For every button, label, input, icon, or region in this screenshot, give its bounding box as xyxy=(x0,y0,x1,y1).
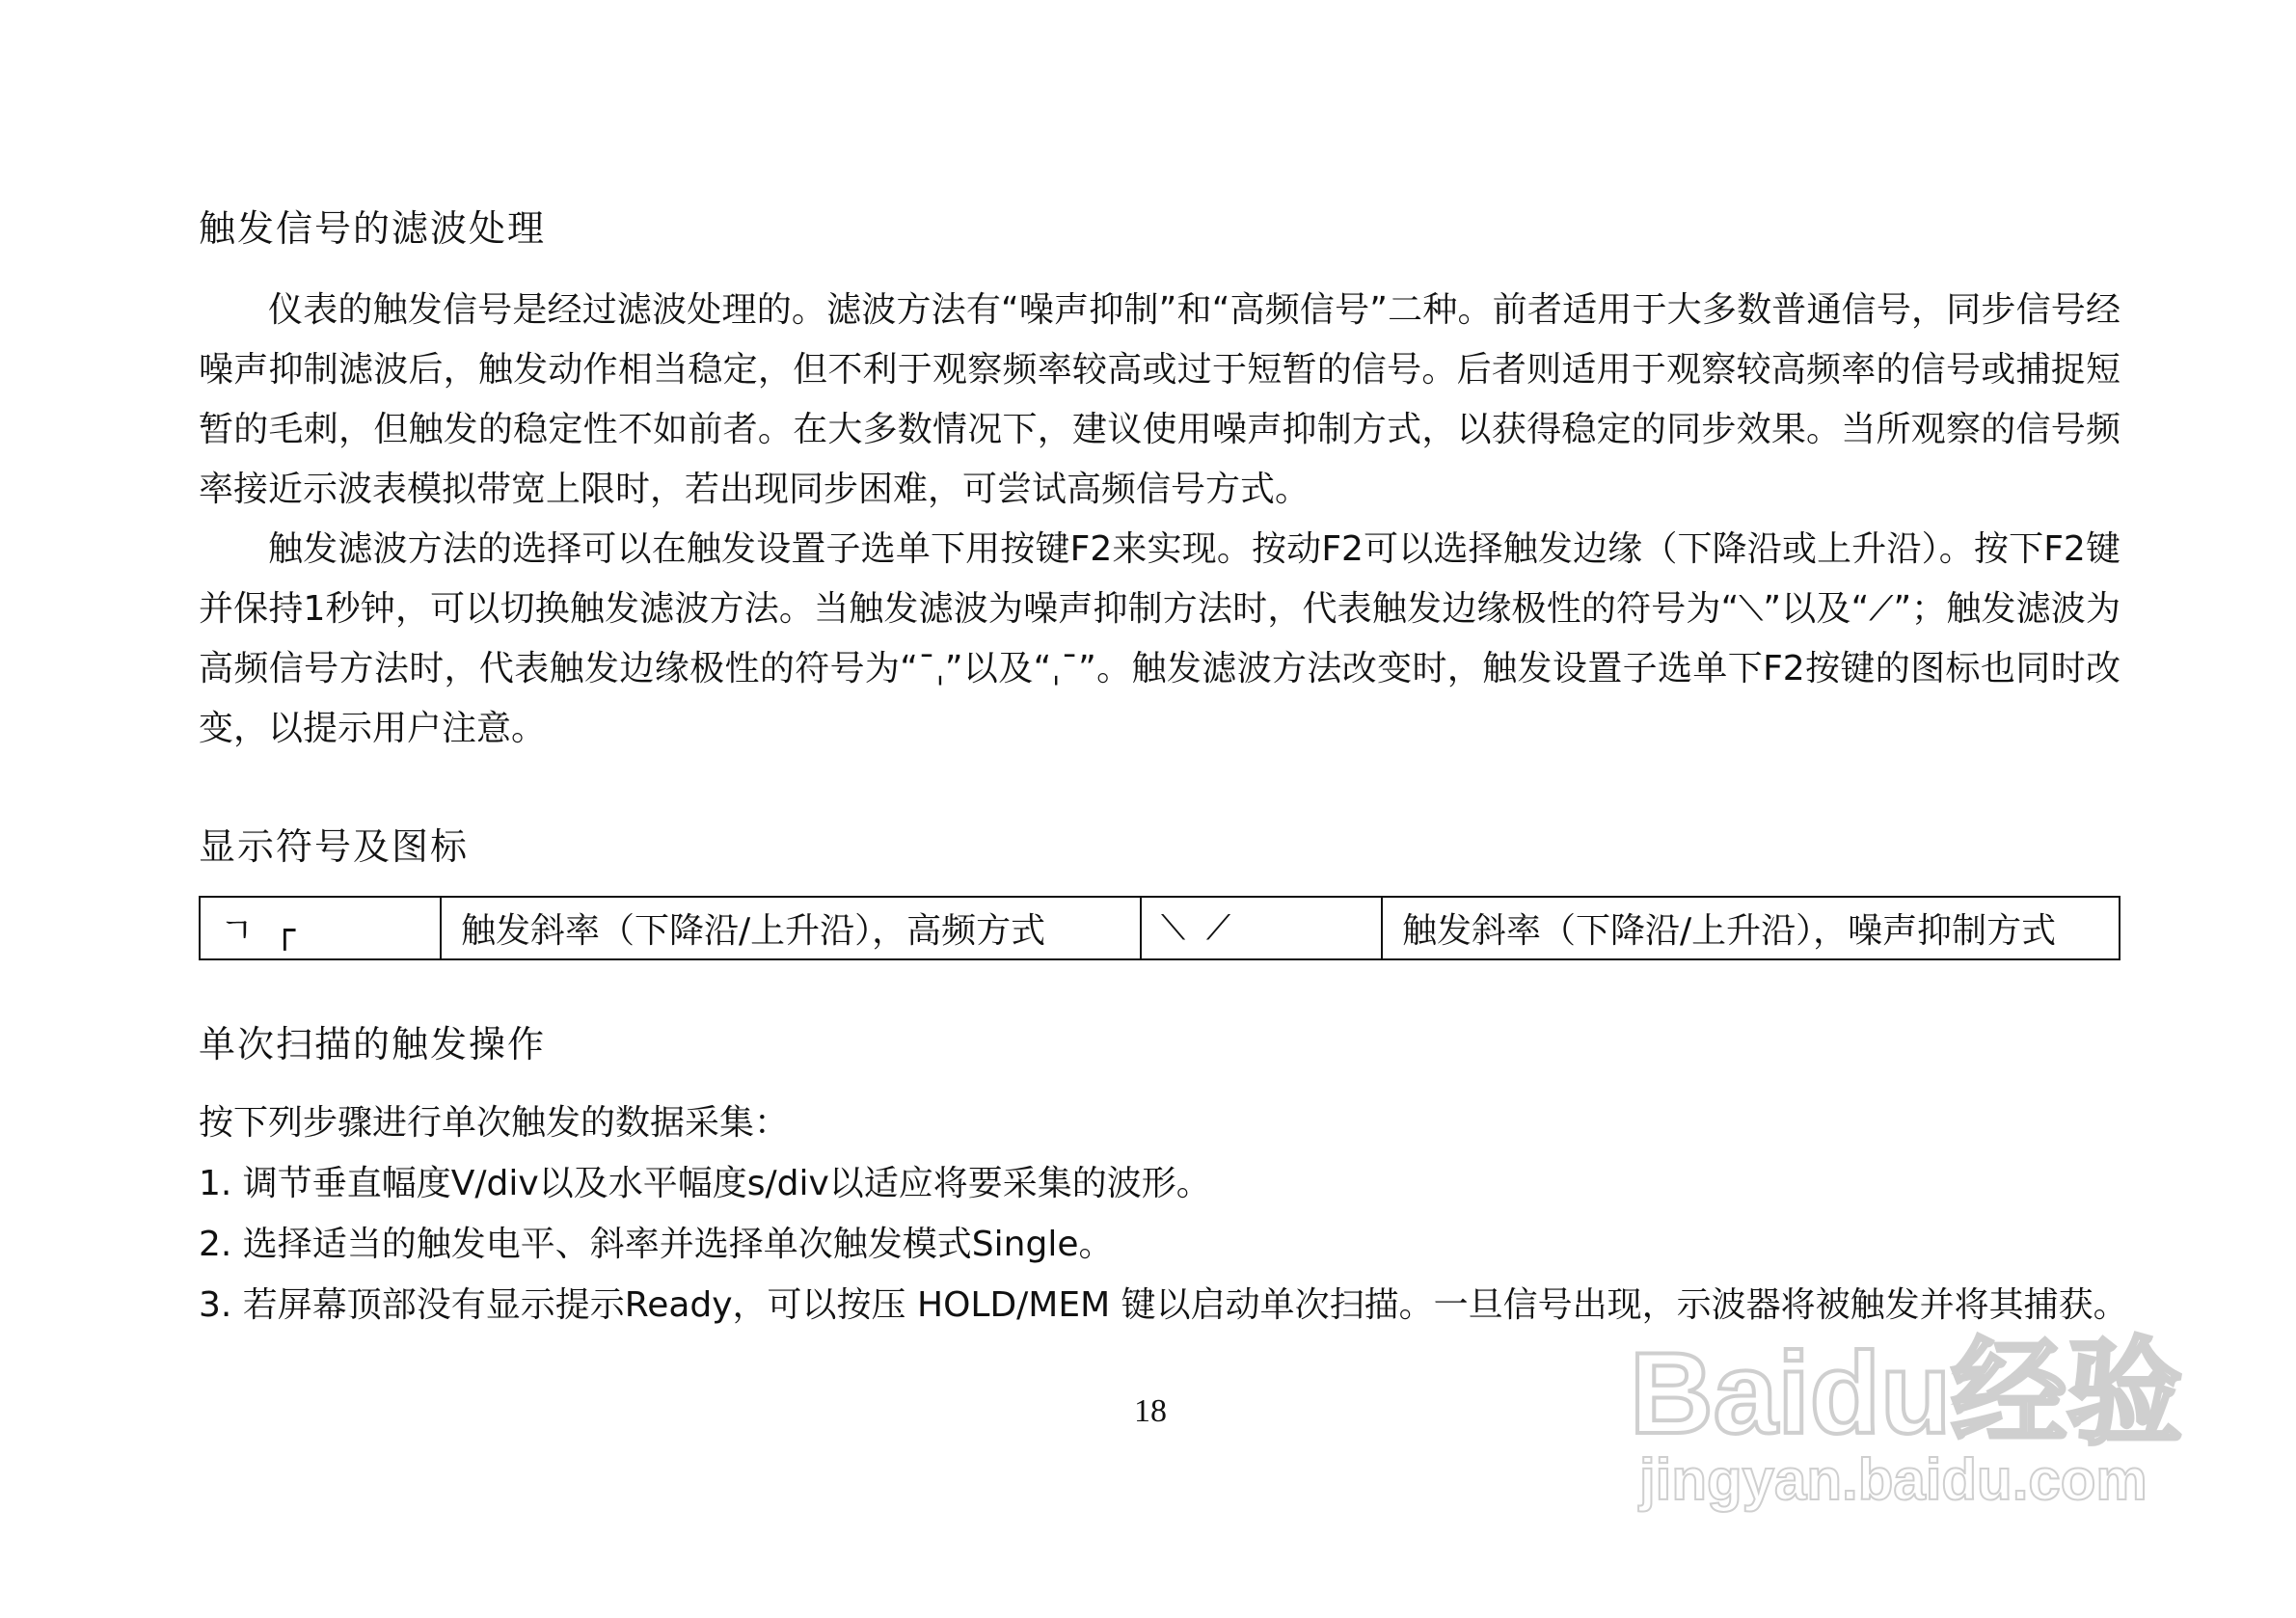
table-row xyxy=(200,897,2120,959)
symbol-description-noise-reject: 触发斜率（下降沿/上升沿），噪声抑制方式 xyxy=(1382,897,2120,959)
symbol-table xyxy=(199,896,2120,960)
list-item: 2. 选择适当的触发电平、斜率并选择单次触发模式Single。 xyxy=(199,1225,1114,1264)
symbol-description-high-frequency: 触发斜率（下降沿/上升沿），高频方式 xyxy=(441,897,1141,959)
single-sweep-intro: 按下列步骤进行单次触发的数据采集： xyxy=(199,1103,790,1143)
symbol-high-frequency-edges: ㄱ ┌ xyxy=(200,897,441,959)
watermark-logo xyxy=(1630,1329,2183,1512)
trigger-filter-body xyxy=(199,281,2120,759)
section-heading-trigger-filter: 触发信号的滤波处理 xyxy=(199,207,547,250)
paragraph-filter-methods: 仪表的触发信号是经过滤波处理的。滤波方法有“噪声抑制”和“高频信号”二种。前者适用于大多数普通信号，同步信号经噪声抑制滤波后，触发动作相当稳定，但不利于观察频率较高或过于短暂的信号。后者则适用于观察较高频率的信号或捕捉短暂的毛刺，但触发的稳定性不如前者。在大多数情况下，建议使用噪声抑制方式，以获得稳定的同步效果。当所观察的信号频率接近示波表模拟带宽上限时，若出现同步困难，可尝试高频信号方式。 xyxy=(199,290,2120,509)
section-heading-symbols: 显示符号及图标 xyxy=(199,825,470,868)
watermark-domain: jingyan.baidu.com xyxy=(1639,1447,2147,1512)
list-item: 3. 若屏幕顶部没有显示提示Ready，可以按压 HOLD/MEM 键以启动单次扫描。一旦信号出现，示波器将被触发并将其捕获。 xyxy=(199,1285,2128,1325)
section-heading-single-sweep: 单次扫描的触发操作 xyxy=(199,1023,547,1065)
list-item: 1. 调节垂直幅度V/div以及水平幅度s/div以适应将要采集的波形。 xyxy=(199,1164,1211,1203)
watermark-brand: Baidu经验 xyxy=(1630,1329,2183,1458)
page-number: 18 xyxy=(1134,1393,1167,1429)
paragraph-filter-selection: 触发滤波方法的选择可以在触发设置子选单下用按键F2来实现。按动F2可以选择触发边缘（下降沿或上升沿）。按下F2键并保持1秒钟，可以切换触发滤波方法。当触发滤波为噪声抑制方法时，代表触发边缘极性的符号为“⟍”以及“⟋”；触发滤波为高频信号方法时，代表触发边缘极性的符号为“ˉˌ”以及“ˌˉ”。触发滤波方法改变时，触发设置子选单下F2按键的图标也同时改变，以提示用户注意。 xyxy=(199,529,2120,748)
symbol-noise-reject-edges: ⟍ ⟋ xyxy=(1141,897,1382,959)
